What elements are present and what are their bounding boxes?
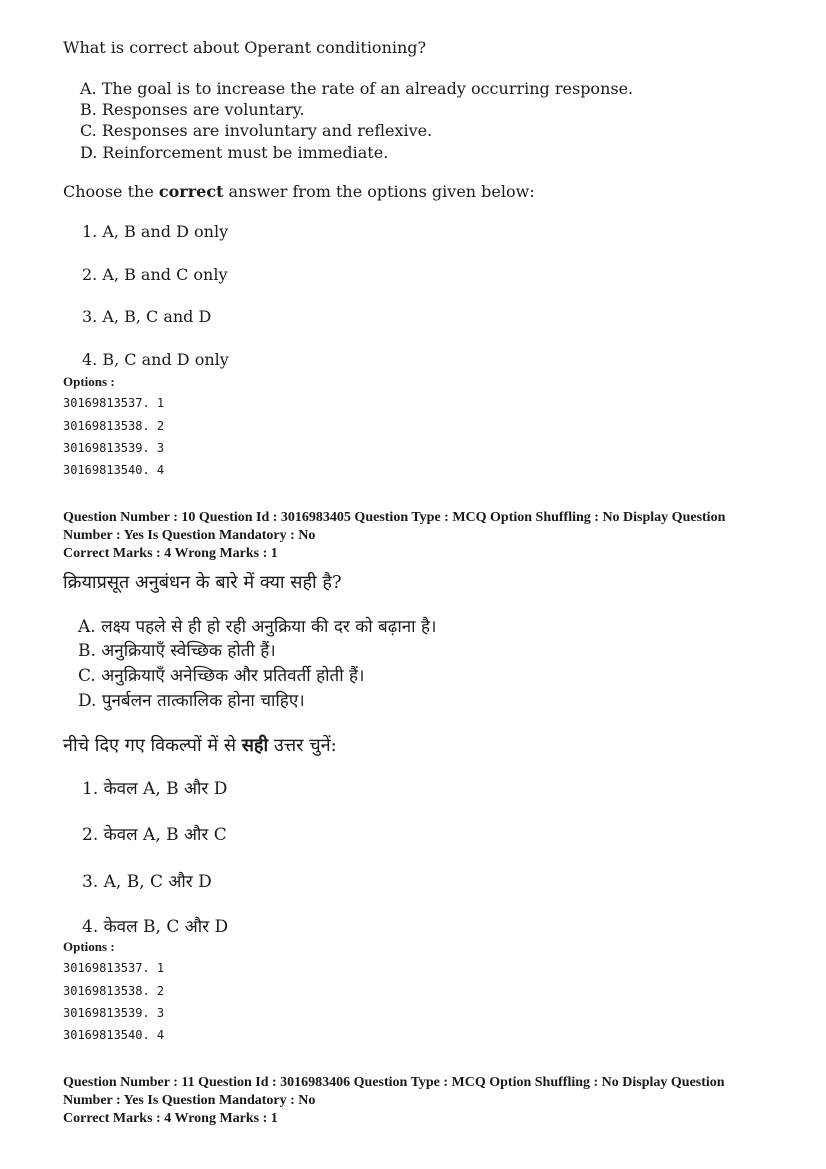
question-stem-hindi: क्रियाप्रसूत अनुबंधन के बारे में क्या सही है?	[63, 572, 342, 593]
choice-2: 2. A, B and C only	[82, 265, 228, 284]
option-code-3: 30169813539. 3	[63, 1006, 165, 1020]
question-meta-line1: Question Number : 10 Question Id : 3016983405 Question Type : MCQ Option Shuffling : No Display Question	[63, 510, 726, 525]
statement-b-hindi: B. अनुक्रियाएँ स्वेच्छिक होती हैं।	[78, 641, 276, 661]
instruction	[63, 182, 535, 201]
choice-1-hindi: 1. केवल A, B और D	[82, 779, 228, 799]
options-label: Options :	[63, 374, 115, 389]
option-code-4: 30169813540. 4	[63, 463, 165, 477]
choice-4-hindi: 4. केवल B, C और D	[82, 917, 229, 937]
statement-b: B. Responses are voluntary.	[80, 100, 305, 119]
question-meta-line2: Number : Yes Is Question Mandatory : No	[63, 1093, 316, 1108]
question-stem: What is correct about Operant conditioning?	[63, 38, 427, 57]
instruction-pre: Choose the	[63, 182, 159, 201]
option-code-3: 30169813539. 3	[63, 441, 165, 455]
options-label: Options :	[63, 939, 115, 954]
statement-c: C. Responses are involuntary and reflexive.	[80, 121, 433, 140]
statement-a-hindi: A. लक्ष्य पहले से ही हो रही अनुक्रिया की दर को बढ़ाना है।	[78, 617, 437, 637]
option-code-1: 30169813537. 1	[63, 961, 165, 975]
question-marks: Correct Marks : 4 Wrong Marks : 1	[63, 546, 278, 561]
question-meta-line1: Question Number : 11 Question Id : 3016983406 Question Type : MCQ Option Shuffling : No Display Question	[63, 1075, 725, 1090]
option-code-2: 30169813538. 2	[63, 419, 165, 433]
choice-3: 3. A, B, C and D	[82, 307, 212, 326]
instruction-pre-hindi: नीचे दिए गए विकल्पों में से	[63, 735, 242, 756]
question-marks: Correct Marks : 4 Wrong Marks : 1	[63, 1111, 278, 1126]
question-meta	[63, 509, 763, 563]
instruction-bold: correct	[158, 182, 224, 201]
choice-3-hindi: 3. A, B, C और D	[82, 872, 212, 892]
instruction-post: answer from the options given below:	[223, 182, 535, 201]
question-meta-line2: Number : Yes Is Question Mandatory : No	[63, 528, 316, 543]
question-meta	[63, 1074, 763, 1128]
instruction-post-hindi: उत्तर चुनें:	[268, 735, 337, 756]
statement-a: A. The goal is to increase the rate of an already occurring response.	[80, 79, 634, 98]
instruction-hindi	[63, 733, 337, 757]
option-code-4: 30169813540. 4	[63, 1028, 165, 1042]
choice-1: 1. A, B and D only	[82, 222, 229, 241]
choice-2-hindi: 2. केवल A, B और C	[82, 825, 227, 845]
statement-d: D. Reinforcement must be immediate.	[80, 143, 389, 162]
instruction-bold-hindi: सही	[241, 735, 269, 756]
option-code-2: 30169813538. 2	[63, 984, 165, 998]
statement-d-hindi: D. पुनर्बलन तात्कालिक होना चाहिए।	[78, 691, 305, 711]
statement-c-hindi: C. अनुक्रियाएँ अनेच्छिक और प्रतिवर्ती होती हैं।	[78, 666, 365, 686]
option-code-1: 30169813537. 1	[63, 396, 165, 410]
choice-4: 4. B, C and D only	[82, 350, 229, 369]
